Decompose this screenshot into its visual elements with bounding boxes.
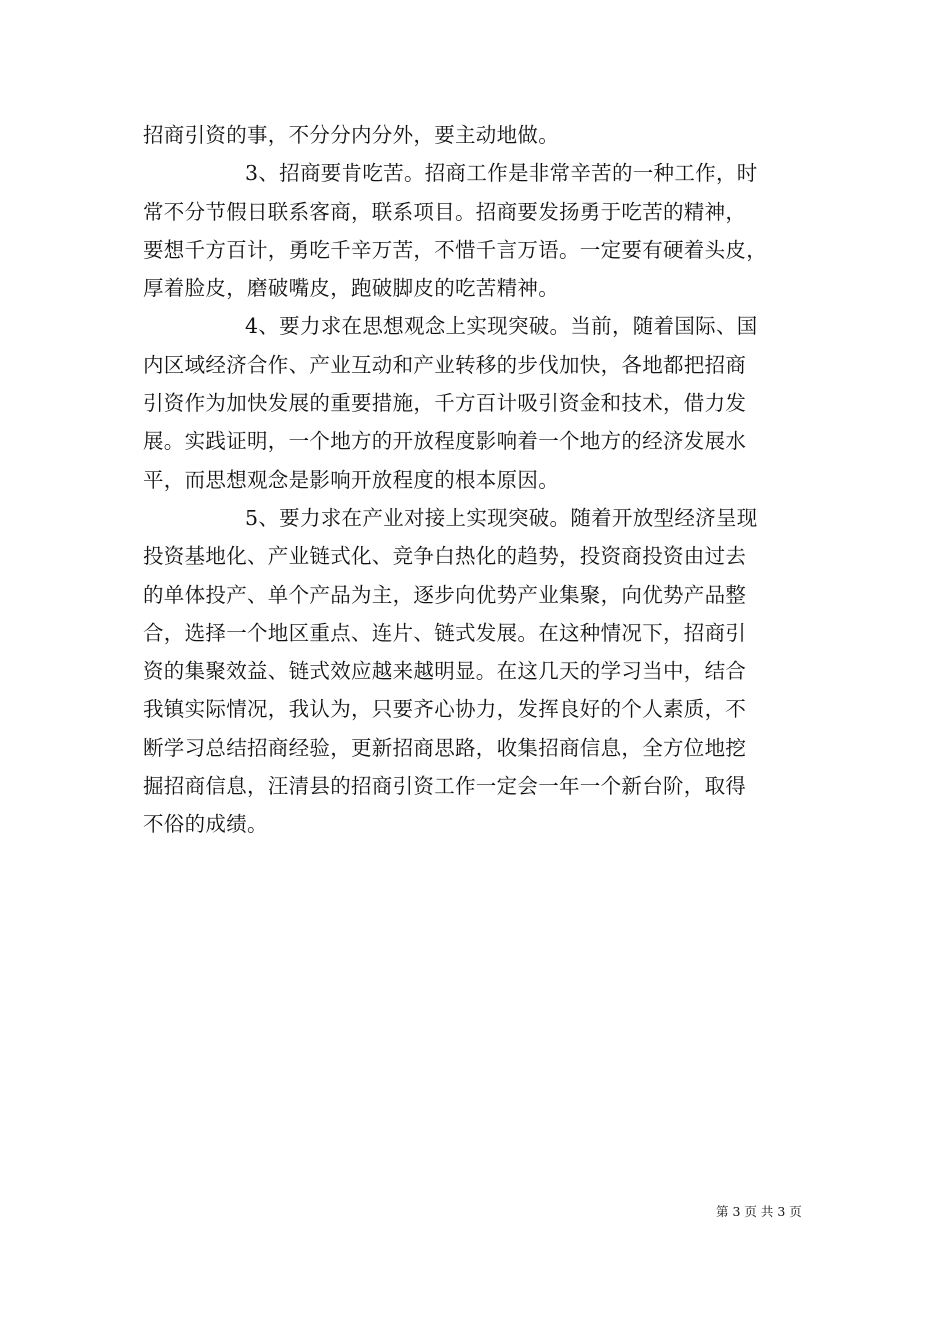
text-line: 我镇实际情况，我认为，只要齐心协力，发挥良好的个人素质，不 [143,697,747,722]
text-line: 要想千方百计，勇吃千辛万苦，不惜千言万语。一定要有硬着头皮， [143,237,767,262]
text-line: 招商引资的事，不分分内分外，要主动地做。 [143,123,559,147]
paragraph-4-start: 4、要力求在思想观念上实现突破。当前，随着国际、国 [245,314,758,339]
text-line: 掘招商信息，汪清县的招商引资工作一定会一年一个新台阶，取得 [143,774,747,799]
text-line: 的单体投产、单个产品为主，逐步向优势产业集聚，向优势产品整 [143,582,747,607]
text-line: 平，而思想观念是影响开放程度的根本原因。 [143,467,559,492]
text-line: 断学习总结招商经验，更新招商思路，收集招商信息，全方位地挖 [143,735,747,760]
text-line: 引资作为加快发展的重要措施，千方百计吸引资金和技术，借力发 [143,391,747,416]
text-line: 厚着脸皮，磨破嘴皮，跑破脚皮的吃苦精神。 [143,276,559,301]
text-line: 合，选择一个地区重点、连片、链式发展。在这种情况下，招商引 [143,620,747,645]
text-line: 常不分节假日联系客商，联系项目。招商要发扬勇于吃苦的精神， [143,199,747,224]
text-line: 内区域经济合作、产业互动和产业转移的步伐加快，各地都把招商 [143,352,747,377]
text-line: 展。实践证明，一个地方的开放程度影响着一个地方的经济发展水 [143,429,747,454]
text-line: 不俗的成绩。 [143,812,268,837]
paragraph-5-start: 5、要力求在产业对接上实现突破。随着开放型经济呈现 [245,505,758,530]
text-line: 资的集聚效益、链式效应越来越明显。在这几天的学习当中，结合 [143,659,747,684]
paragraph-3-start: 3、招商要肯吃苦。招商工作是非常辛苦的一种工作，时 [245,161,758,186]
text-line: 投资基地化、产业链式化、竞争白热化的趋势，投资商投资由过去 [143,544,747,569]
document-body [143,116,808,844]
page-number-footer: 第 3 页 共 3 页 [716,1204,802,1219]
